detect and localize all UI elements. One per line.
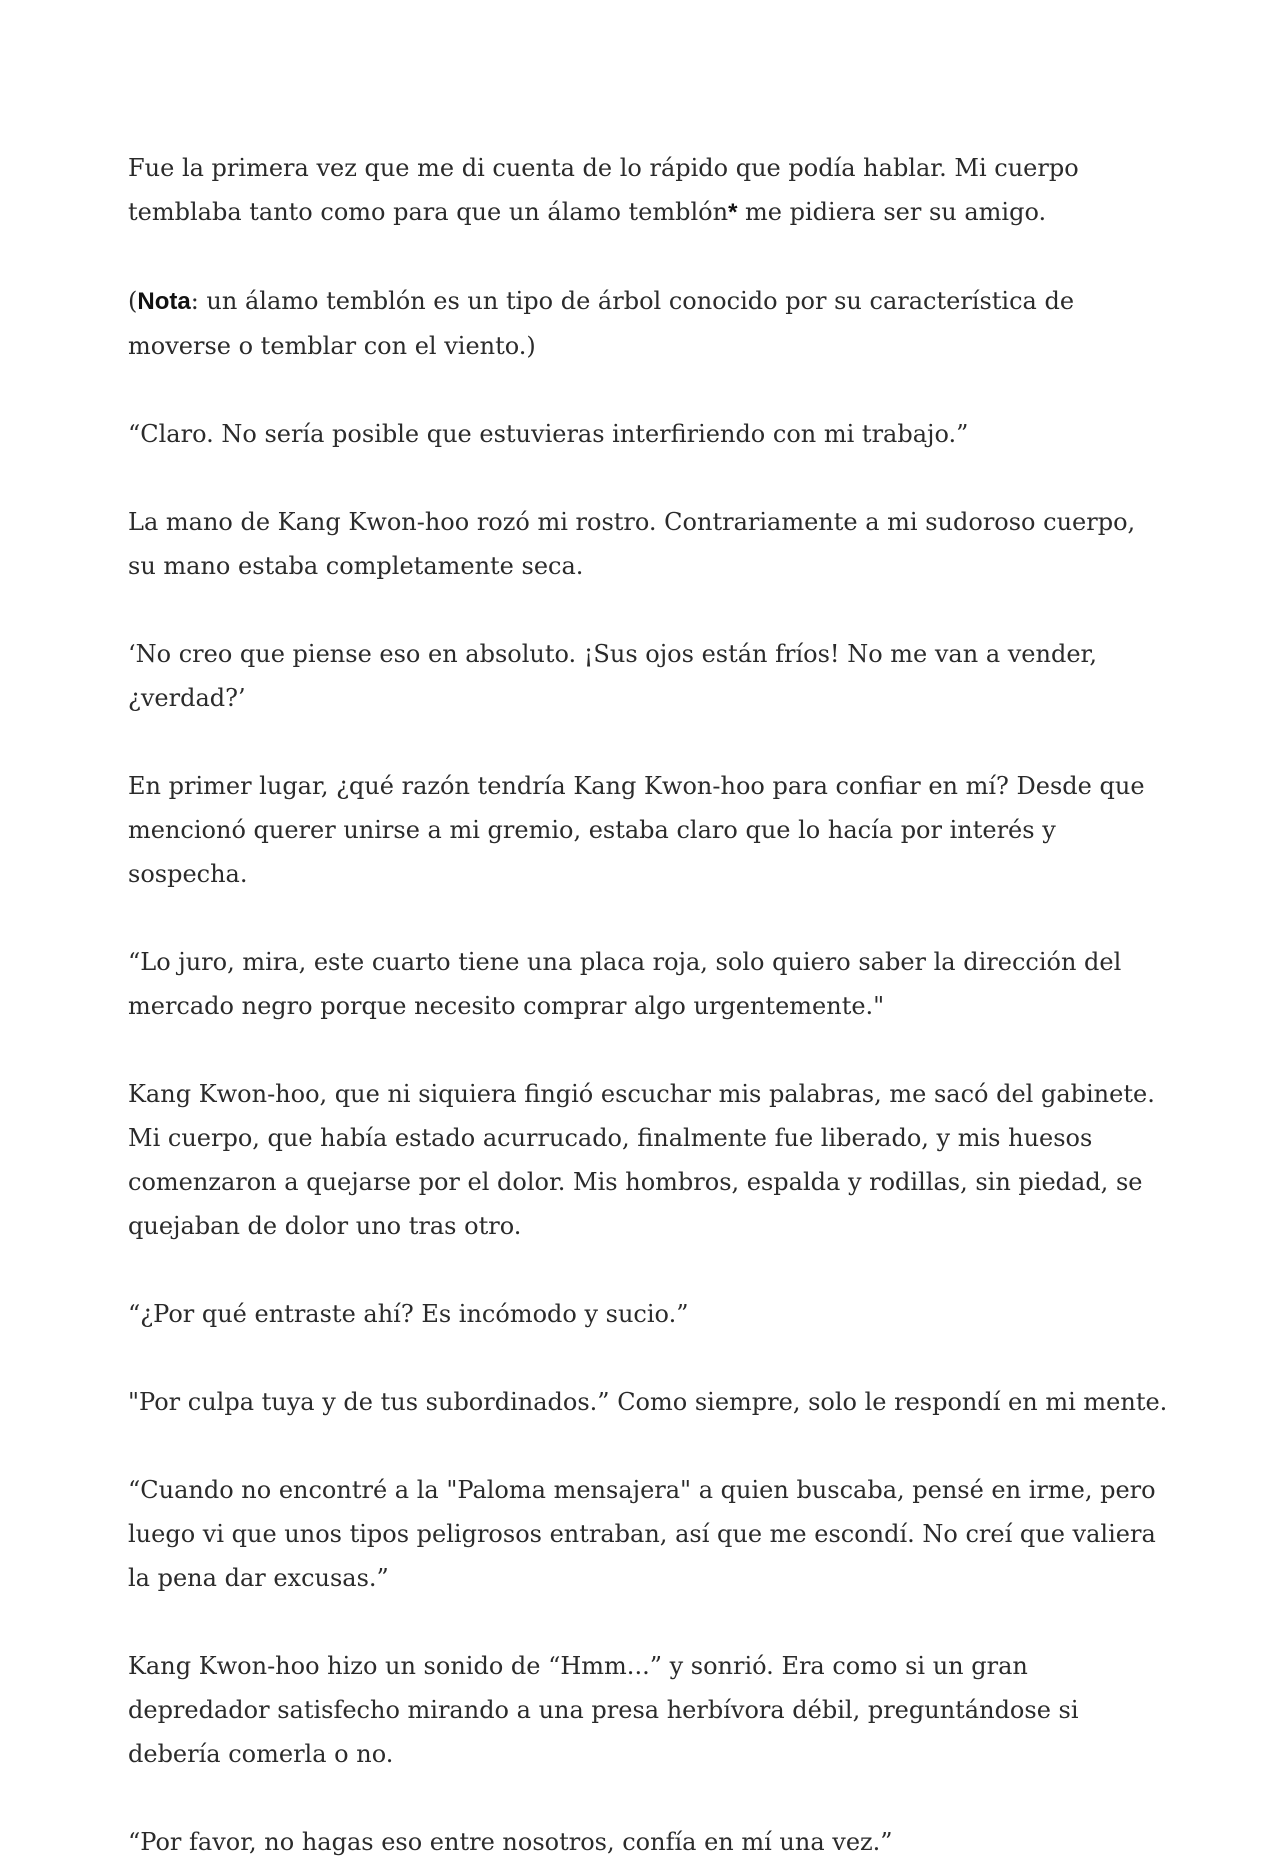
paragraph-1-text-before: Fue la primera vez que me di cuenta de lo rápido que podía hablar. Mi cuerpo temblaba tanto como para que un álamo temblón	[128, 154, 1079, 226]
paragraph-6: En primer lugar, ¿qué razón tendría Kang Kwon-hoo para confiar en mí? Desde que mencionó querer unirse a mi gremio, estaba claro que lo hacía por interés y sospecha.	[128, 772, 1145, 888]
paragraph-7: “Lo juro, mira, este cuarto tiene una placa roja, solo quiero saber la dirección del mercado negro porque necesito comprar algo urgentemente."	[128, 948, 1122, 1020]
paragraph-9: “¿Por qué entraste ahí? Es incómodo y sucio.”	[128, 1300, 689, 1328]
paragraph-1	[128, 146, 1168, 235]
footnote-marker: *	[728, 199, 738, 226]
paragraph-11: “Cuando no encontré a la "Paloma mensajera" a quien buscaba, pensé en irme, pero luego vi que unos tipos peligrosos entraban, así que me escondí. No creí que valiera la pena dar excusas.”	[128, 1476, 1156, 1592]
translator-note	[128, 279, 1168, 368]
paragraph-1-text-after: me pidiera ser su amigo.	[737, 198, 1047, 226]
note-text: : un álamo temblón es un tipo de árbol conocido por su característica de moverse o temblar con el viento.)	[128, 287, 1075, 360]
paragraph-12: Kang Kwon-hoo hizo un sonido de “Hmm...” y sonrió. Era como si un gran depredador satisfecho mirando a una presa herbívora débil, preguntándose si debería comerla o no.	[128, 1652, 1079, 1768]
paragraph-3: “Claro. No sería posible que estuvieras interfiriendo con mi trabajo.”	[128, 420, 969, 448]
paragraph-8: Kang Kwon-hoo, que ni siquiera fingió escuchar mis palabras, me sacó del gabinete. Mi cuerpo, que había estado acurrucado, finalmente fue liberado, y mis huesos comenzaron a quejarse por el dolor. Mis hombros, espalda y rodillas, sin piedad, se quejaban de dolor uno tras otro.	[128, 1080, 1155, 1240]
note-label: Nota	[137, 288, 191, 315]
text-column	[128, 146, 1168, 1864]
paragraph-4: La mano de Kang Kwon-hoo rozó mi rostro. Contrariamente a mi sudoroso cuerpo, su mano estaba completamente seca.	[128, 508, 1136, 580]
paragraph-5: ‘No creo que piense eso en absoluto. ¡Sus ojos están fríos! No me van a vender, ¿verdad?’	[128, 640, 1097, 712]
note-open-paren: (	[128, 287, 138, 315]
paragraph-13: “Por favor, no hagas eso entre nosotros, confía en mí una vez.”	[128, 1828, 893, 1856]
paragraph-10: "Por culpa tuya y de tus subordinados.” Como siempre, solo le respondí en mi mente.	[128, 1388, 1168, 1416]
